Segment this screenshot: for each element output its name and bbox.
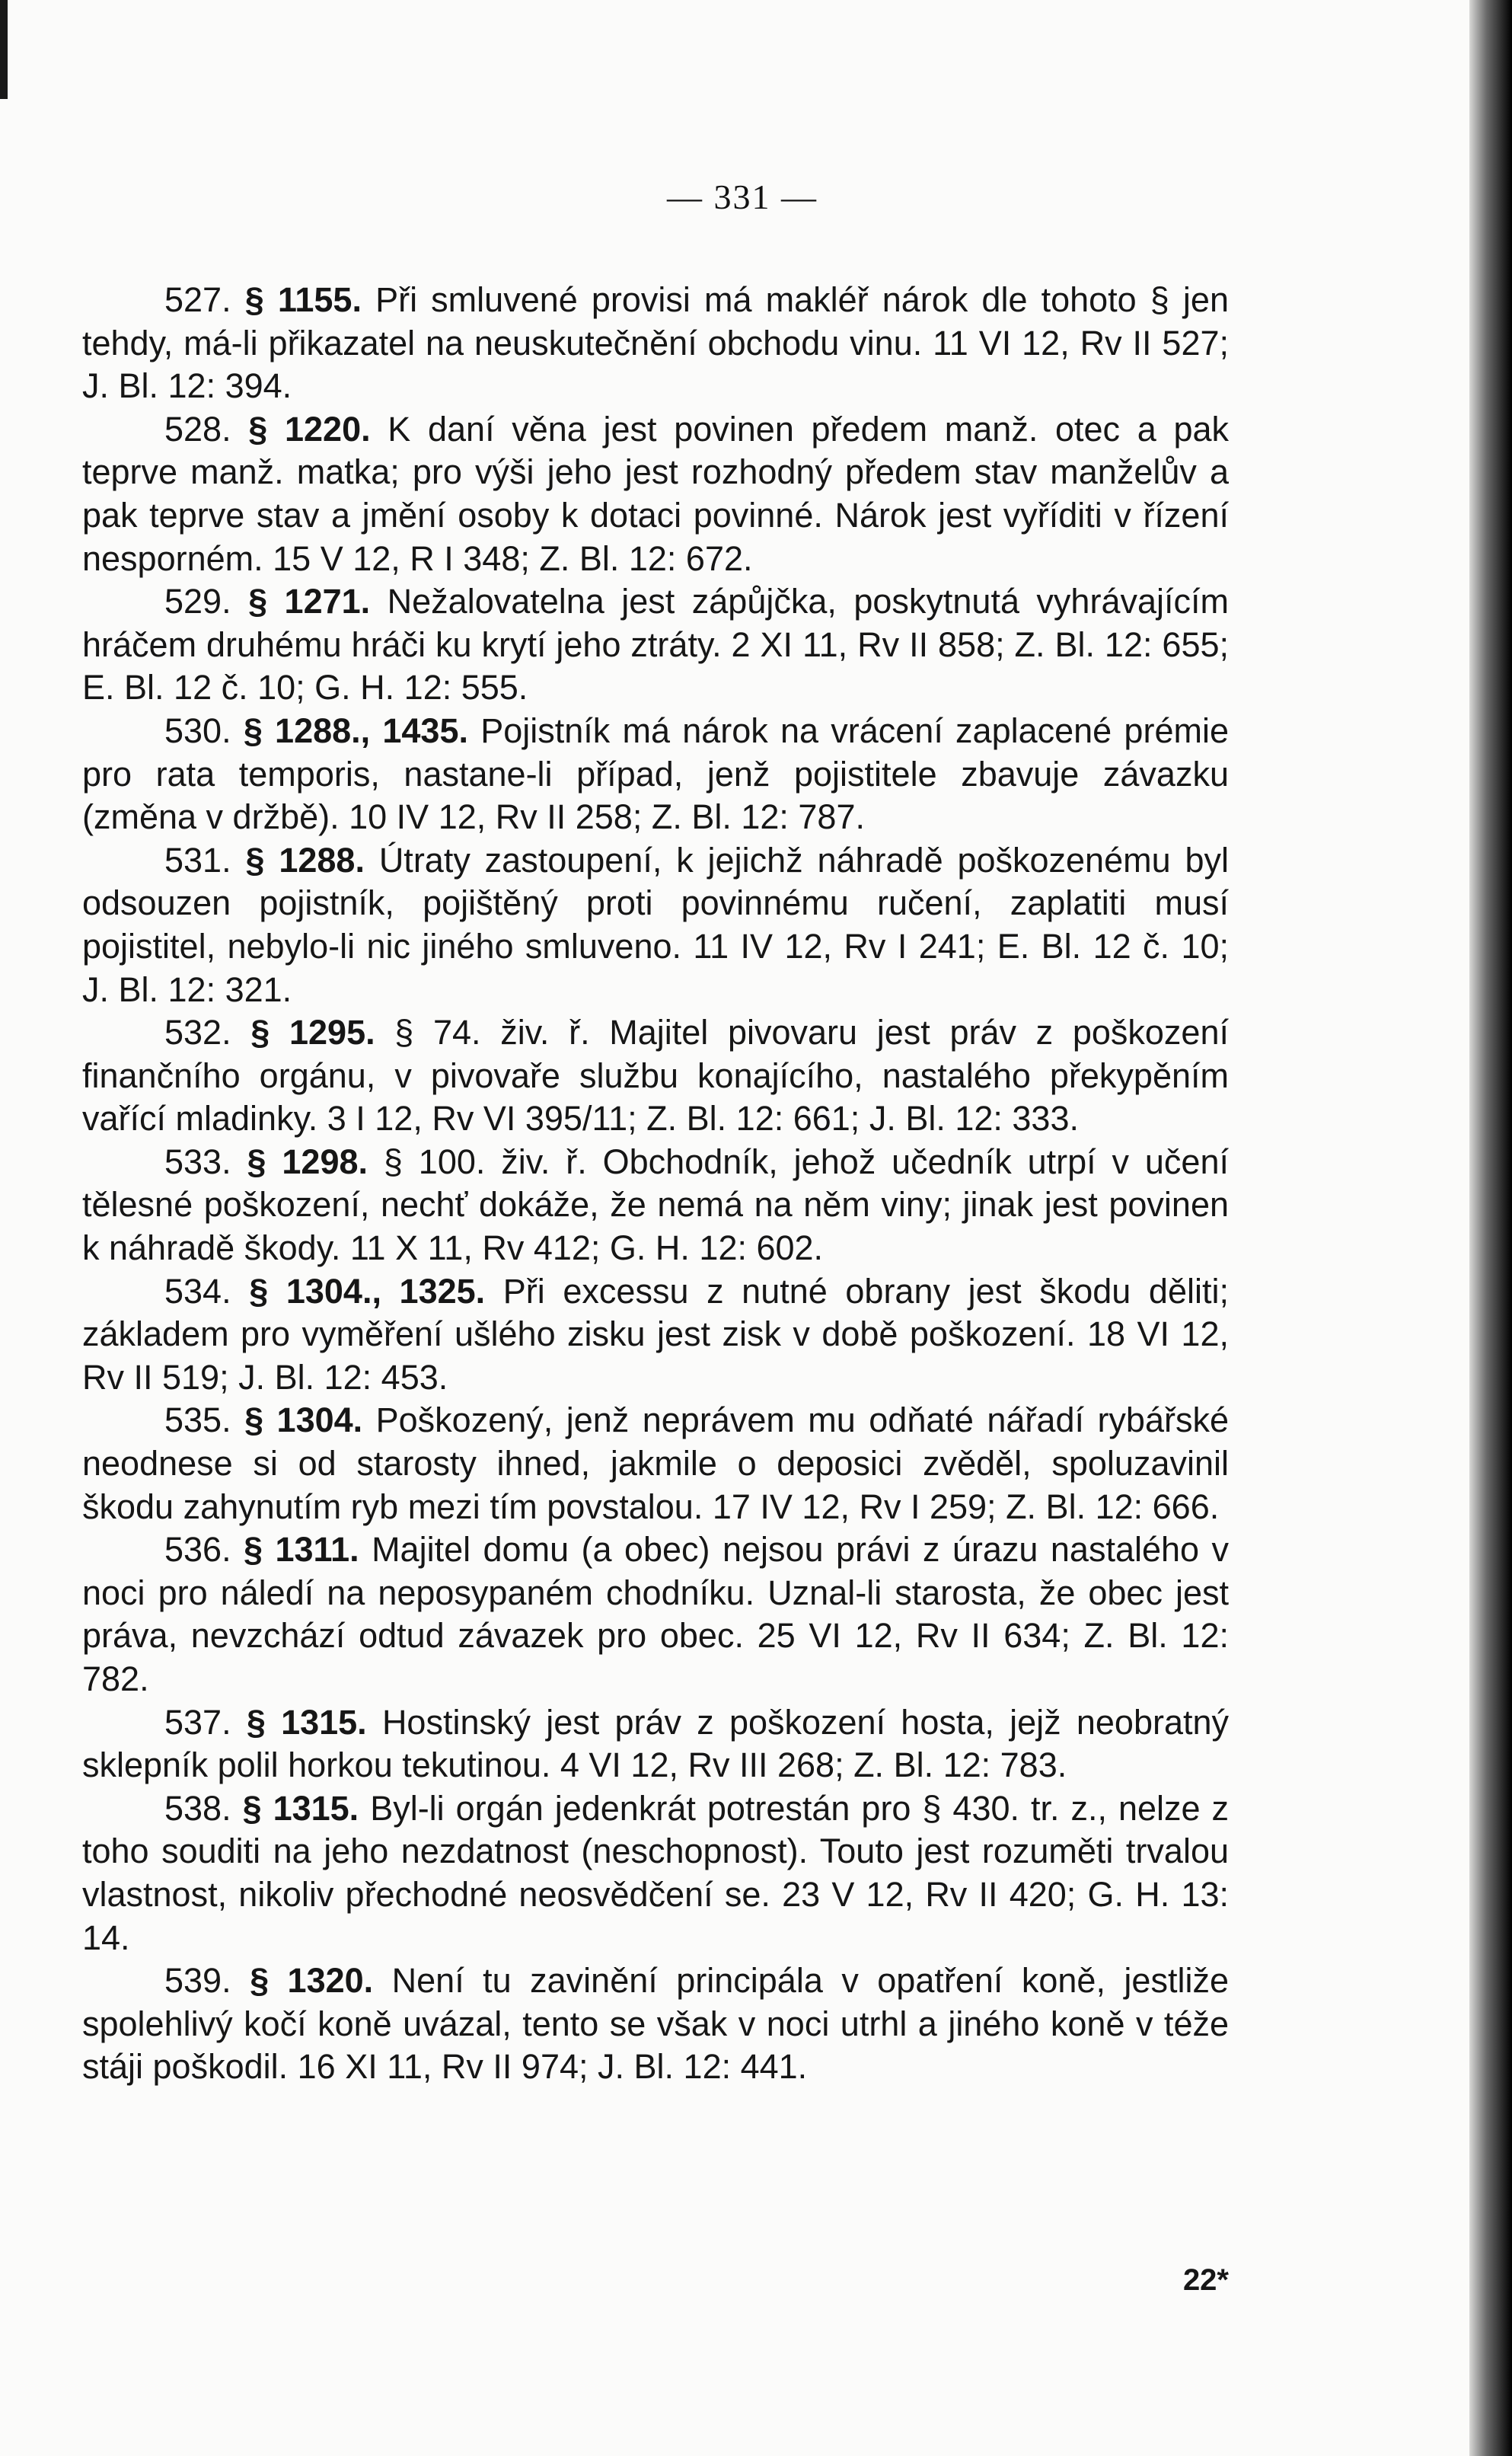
entry-text: Hostinský jest práv z poškození hosta, jejž neobratný sklepník polil horkou tekutinou. 4 VI 12, Rv III 268; Z. Bl. 12: 783. <box>82 1702 1230 1785</box>
entry-text: Útraty zastoupení, k jejichž náhradě poškozenému byl odsouzen pojistník, pojištěný proti povinnému ručení, zaplatiti musí pojistitel, nebylo-li nic jiného smluveno. 11 IV 12, Rv I 241; E. Bl. 12 č. 10; J. Bl. 12: 321. <box>82 840 1229 1009</box>
entry-text: Při excessu z nutné obrany jest škodu děliti; základem pro vyměření ušlého zisku jest zisk v době poškození. 18 VI 12, Rv II 519; J. Bl. 12: 453. <box>82 1271 1229 1397</box>
entry-number: 533. <box>164 1142 231 1181</box>
signature-mark: 22* <box>1182 2263 1229 2297</box>
entry-527 <box>82 279 1229 408</box>
entry-paragraph: § 1315. <box>246 1702 367 1742</box>
entry-text: § 74. živ. ř. Majitel pivovaru jest práv z poškození finančního orgánu, v pivovaře službu konajícího, nastalého překypěním vařící mladinky. 3 I 12, Rv VI 395/11; Z. Bl. 12: 661; J. Bl. 12: 333. <box>82 1013 1229 1139</box>
entry-529 <box>82 580 1229 710</box>
entry-number: 527. <box>164 280 231 319</box>
entry-text: Byl-li orgán jedenkrát potrestán pro § 430. tr. z., nelze z toho souditi na jeho nezdatnost (neschopnost). Touto jest rozuměti trvalou vlastnost, nikoliv přechodné neosvědčení se. 23 V 12, Rv II 420; G. H. 13: 14. <box>82 1788 1230 1957</box>
entry-text: Pojistník má nárok na vrácení zaplacené prémie pro rata temporis, nastane-li případ, jenž pojistitele zbavuje závazku (změna v držbě). 10 IV 12, Rv II 258; Z. Bl. 12: 787. <box>82 711 1229 837</box>
entry-text: § 100. živ. ř. Obchodník, jehož učedník utrpí v učení tělesné poškození, nechť dokáže, že nemá na něm viny; jinak jest povinen k náhradě škody. 11 X 11, Rv 412; G. H. 12: 602. <box>82 1142 1229 1268</box>
entry-528 <box>82 408 1229 580</box>
entry-text: Poškozený, jenž neprávem mu odňaté nářadí rybářské neodnese si od starosty ihned, jakmile o deposici zvěděl, spoluzavinil škodu zahynutím ryb mezi tím povstalou. 17 IV 12, Rv I 259; Z. Bl. 12: 666. <box>82 1400 1229 1526</box>
entry-534 <box>82 1270 1229 1400</box>
entry-number: 537. <box>164 1702 231 1742</box>
entry-535 <box>82 1399 1229 1528</box>
entry-number: 535. <box>164 1400 231 1440</box>
scan-edge-mark <box>0 0 8 99</box>
entry-paragraph: § 1271. <box>248 582 371 621</box>
entry-paragraph: § 1288. <box>245 840 365 880</box>
entry-text: Majitel domu (a obec) nejsou právi z úrazu nastalého v noci pro náledí na neposypaném chodníku. Uznal-li starosta, že obec jest práva, nevzchází odtud závazek pro obec. 25 VI 12, Rv II 634; Z. Bl. 12: 782. <box>82 1530 1229 1698</box>
entry-paragraph: § 1298. <box>247 1142 368 1181</box>
entry-paragraph: § 1304., 1325. <box>249 1271 486 1311</box>
entry-number: 530. <box>164 711 231 750</box>
entry-number: 539. <box>164 1961 231 2001</box>
entry-paragraph: § 1304. <box>244 1400 363 1440</box>
entry-532 <box>82 1011 1229 1141</box>
entry-number: 529. <box>164 582 231 621</box>
entry-paragraph: § 1155. <box>244 280 362 319</box>
entry-text: Není tu zavinění principála v opatření koně, jestliže spolehlivý kočí koně uvázal, tento se však v noci utrhl a jiného koně v téže stáji poškodil. 16 XI 11, Rv II 974; J. Bl. 12: 441. <box>82 1961 1229 2087</box>
entry-number: 536. <box>164 1530 231 1570</box>
page-number: — 331 — <box>667 177 818 216</box>
entry-paragraph: § 1315. <box>242 1788 359 1828</box>
entry-number: 538. <box>164 1788 231 1828</box>
entry-text: Nežalovatelna jest zápůjčka, poskytnutá vyhrávajícím hráčem druhému hráči ku krytí jeho ztráty. 2 XI 11, Rv II 858; Z. Bl. 12: 655; E. Bl. 12 č. 10; G. H. 12: 555. <box>82 582 1229 707</box>
entry-text: K daní věna jest povinen předem manž. otec a pak teprve manž. matka; pro výši jeho jest rozhodný předem stav manželův a pak teprve stav a jmění osoby k dotaci povinné. Nárok jest vyříditi v řízení nesporném. 15 V 12, R I 348; Z. Bl. 12: 672. <box>82 409 1229 578</box>
entry-paragraph: § 1295. <box>250 1013 375 1052</box>
entry-530 <box>82 710 1229 839</box>
entry-538 <box>82 1787 1229 1959</box>
entry-number: 534. <box>164 1271 231 1311</box>
entry-536 <box>82 1528 1229 1701</box>
entry-paragraph: § 1220. <box>248 409 371 449</box>
entry-537 <box>82 1701 1229 1787</box>
entry-number: 528. <box>164 409 231 449</box>
entry-539 <box>82 1959 1229 2089</box>
entry-paragraph: § 1288., 1435. <box>243 711 468 750</box>
entry-number: 532. <box>164 1013 231 1052</box>
entry-text: Při smluvené provisi má makléř nárok dle tohoto § jen tehdy, má-li přikazatel na neuskutečnění obchodu vinu. 11 VI 12, Rv II 527; J. Bl. 12: 394. <box>82 280 1229 406</box>
entries-list <box>82 279 1229 2089</box>
entry-paragraph: § 1320. <box>250 1961 374 2001</box>
entry-533 <box>82 1141 1229 1270</box>
scan-edge-shadow <box>1469 0 1512 2456</box>
entry-number: 531. <box>164 840 231 880</box>
entry-531 <box>82 839 1229 1011</box>
entry-paragraph: § 1311. <box>244 1530 359 1570</box>
